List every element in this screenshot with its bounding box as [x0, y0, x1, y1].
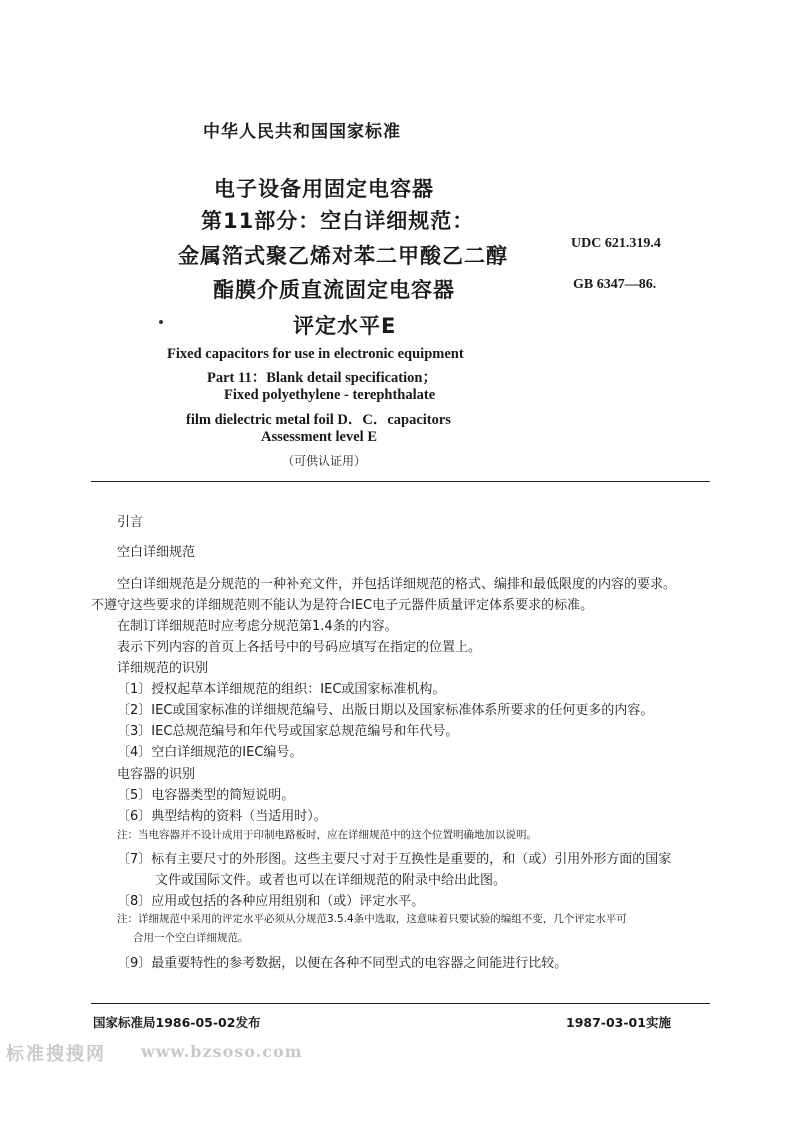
- certification-note: （可供认证用）: [282, 454, 367, 468]
- udc-code: UDC 621.319.4: [571, 236, 661, 251]
- watermark-site-name: 标准搜搜网: [6, 1044, 106, 1065]
- gb-number: GB 6347—86.: [573, 277, 657, 292]
- paragraph-3: 表示下列内容的首页上各括号中的号码应填写在指定的位置上。: [117, 640, 482, 655]
- group-heading-spec-id: 详细规范的识别: [117, 661, 209, 676]
- title-cn-line-4: 酯膜介质直流固定电容器: [213, 278, 455, 302]
- list-item-6: 〔6〕典型结构的资料（当适用时）。: [117, 809, 327, 824]
- title-cn-line-5: 评定水平E: [293, 314, 397, 338]
- group-heading-capacitor-id: 电容器的识别: [117, 767, 196, 782]
- paragraph-1-line-2: 不遵守这些要求的详细规范则不能认为是符合IEC电子元器件质量评定体系要求的标准。: [91, 598, 594, 613]
- effective-date: 1987-03-01实施: [566, 1015, 671, 1030]
- list-item-4: 〔4〕空白详细规范的IEC编号。: [117, 745, 303, 760]
- paragraph-2: 在制订详细规范时应考虑分规范第1.4条的内容。: [117, 619, 398, 634]
- list-item-5: 〔5〕电容器类型的简短说明。: [117, 788, 295, 803]
- issue-date: 国家标准局1986-05-02发布: [93, 1015, 261, 1030]
- title-cn-line-3: 金属箔式聚乙烯对苯二甲酸乙二醇: [178, 244, 508, 268]
- section-heading: 空白详细规范: [117, 545, 196, 560]
- title-en-line-1: Fixed capacitors for use in electronic equipment: [167, 346, 464, 362]
- list-item-8: 〔8〕应用或包括的各种应用组别和（或）评定水平。: [117, 894, 425, 909]
- list-item-7-line-2: 文件或国际文件。或者也可以在详细规范的附录中给出此图。: [155, 873, 507, 888]
- list-item-3: 〔3〕IEC总规范编号和年代号或国家总规范编号和年代号。: [117, 724, 459, 739]
- title-en-line-4: film dielectric metal foil D．C．capacitors: [186, 412, 451, 428]
- top-divider: [91, 481, 710, 482]
- title-en-line-2: Part 11：Blank detail specification；: [207, 370, 437, 386]
- list-item-2: 〔2〕IEC或国家标准的详细规范编号、出版日期以及国家标准体系所要求的任何更多的内容。: [117, 703, 654, 718]
- title-cn-line-1: 电子设备用固定电容器: [214, 177, 434, 201]
- title-en-line-5: Assessment level E: [261, 429, 377, 445]
- list-item-9: 〔9〕最重要特性的参考数据，以便在各种不同型式的电容器之间能进行比较。: [117, 956, 568, 971]
- intro-heading: 引言: [117, 515, 144, 530]
- list-item-7-line-1: 〔7〕标有主要尺寸的外形图。这些主要尺寸对于互换性是重要的，和（或）引用外形方面的国家: [117, 852, 672, 867]
- note-1: 注：当电容器并不设计成用于印制电路板时，应在详细规范中的这个位置明确地加以说明。: [117, 829, 537, 841]
- title-en-line-3: Fixed polyethylene - terephthalate: [224, 387, 436, 403]
- watermark-site-url: www.bzsoso.com: [141, 1042, 303, 1061]
- dot-mark: [159, 320, 163, 324]
- national-standard-heading: 中华人民共和国国家标准: [203, 122, 401, 142]
- note-2-line-1: 注：详细规范中采用的评定水平必须从分规范3.5.4条中选取，这意味着只要试验的编组不变，几个评定水平可: [117, 913, 627, 925]
- title-cn-line-2: 第11部分：空白详细规范：: [201, 209, 475, 233]
- paragraph-1-line-1: 空白详细规范是分规范的一种补充文件，并包括详细规范的格式、编排和最低限度的内容的要求。: [117, 577, 677, 592]
- note-2-line-2: 合用一个空白详细规范。: [133, 932, 249, 944]
- bottom-divider: [91, 1003, 710, 1004]
- list-item-1: 〔1〕授权起草本详细规范的组织：IEC或国家标准机构。: [117, 682, 446, 697]
